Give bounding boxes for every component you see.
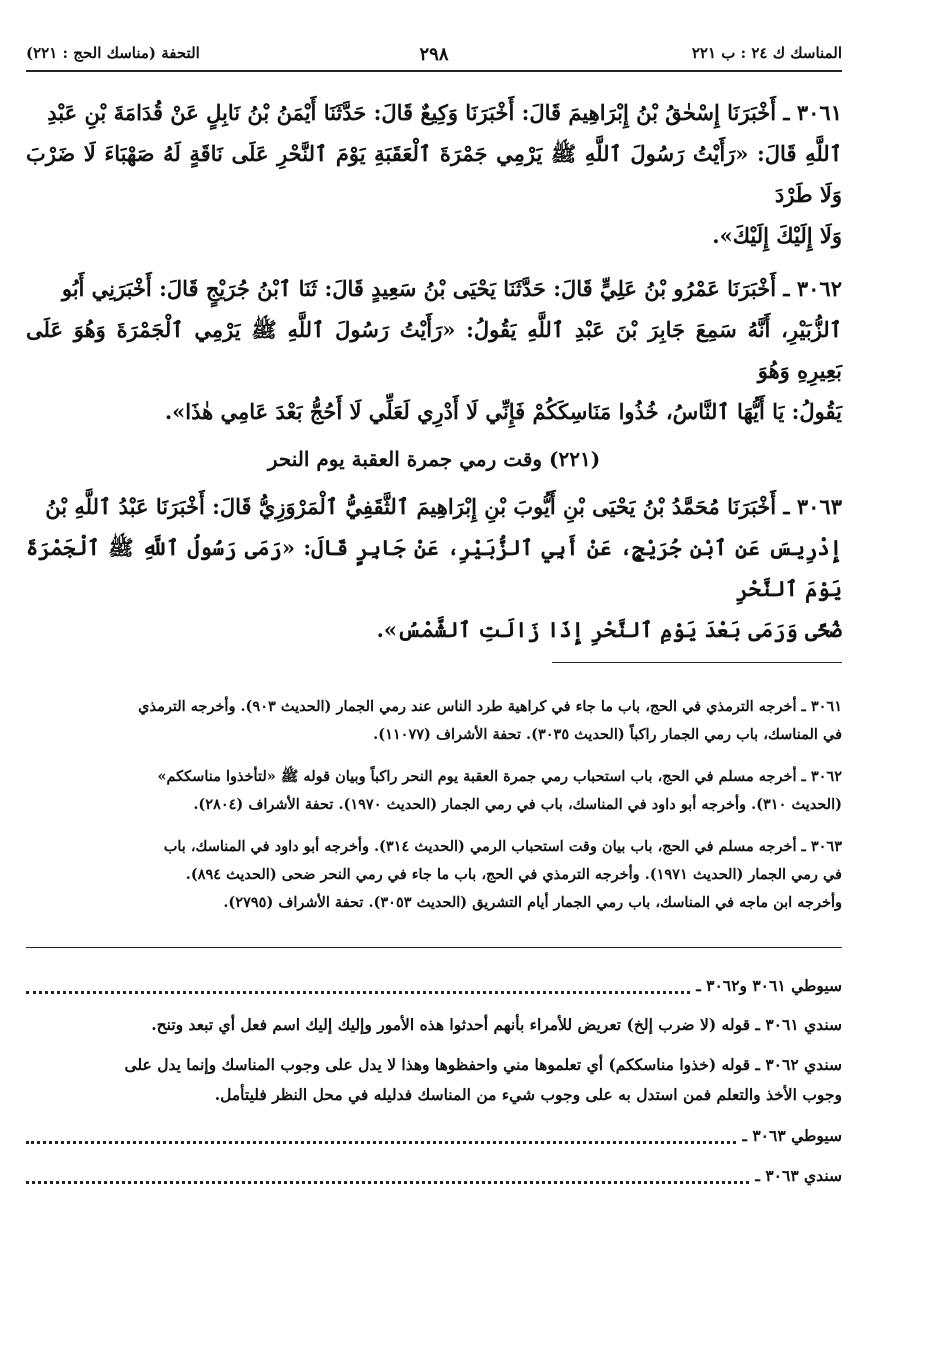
page [26, 34, 842, 1200]
chapter-heading: (٢٢١) وقت رمي جمرة العقبة يوم النحر [267, 447, 601, 471]
sindi-3063 [26, 1160, 842, 1190]
footnote-line: ٣٠٦٣ ـ أخرجه مسلم في الحج، باب بيان وقت استحباب الرمي (الحديث ٣١٤). وأخرجه أبو داود في المناسك، باب [163, 838, 842, 855]
hadith-line: ٣٠٦١ ـ أَخْبَرَنَا إِسْحٰقُ بْنُ إِبْرَاهِيمَ قَالَ: أَخْبَرَنَا وَكِيعٌ قَالَ: حَدَّثَنَا أَيْمَنُ بْنُ نَابِلٍ عَنْ قُدَامَةَ بْنِ عَبْدِ [47, 100, 842, 125]
sindi-3062 [26, 1050, 842, 1110]
commentary-line: سندي ٣٠٦٢ ـ قوله (خذوا مناسككم) أي تعلموها مني واحفظوها وهذا لا يدل على وجوب المناسك وإنما يدل على [124, 1055, 842, 1074]
footnote-separator [552, 662, 842, 663]
hadith-line: ٣٠٦٢ ـ أَخْبَرَنَا عَمْرُو بْنُ عَلِيٍّ قَالَ: حَدَّثَنَا يَحْيَى بْنُ سَعِيدٍ قَالَ: ثَنَا ٱبْنُ جُرَيْجٍ قَالَ: أَخْبَرَنِي أَبُو [61, 276, 842, 301]
page-number: ٢٩٨ [419, 44, 449, 65]
hadith-3061 [26, 92, 842, 256]
hadith-line: وَلَا إِلَيْكَ إِلَيْكَ». [712, 223, 842, 248]
hadith-3062 [26, 268, 842, 432]
footnote-line: في رمي الجمار (الحديث ١٩٧١). وأخرجه الترمذي في الحج، باب ما جاء في رمي النحر ضحى (الحديث ٨٩٤). [185, 866, 842, 883]
sindi-3061 [26, 1010, 842, 1040]
suyuti-3061-3062 [26, 970, 842, 1000]
footnote-line: وأخرجه ابن ماجه في المناسك، باب رمي الجمار أيام التشريق (الحديث ٣٠٥٣). تحفة الأشراف (٢٧٩٥). [223, 894, 842, 911]
header-tuhfa-reference: التحفة (مناسك الحج : ٢٢١) [26, 44, 200, 62]
footnote-line: في المناسك، باب رمي الجمار راكباً (الحديث ٣٠٣٥). تحفة الأشراف (١١٠٧٧). [373, 726, 842, 743]
footnote-line: ٣٠٦١ ـ أخرجه الترمذي في الحج، باب ما جاء في كراهية طرد الناس عند رمي الجمار (الحديث ٩٠٣). وأخرجه الترمذي [138, 698, 842, 715]
hadith-line: إِدْرِيسَ عَنِ ٱبْنِ جُرَيْجٍ، عَنْ أَبِي ٱلزُّبَيْرِ، عَنْ جَابِرٍ قَالَ: «رَمَى رَسُولُ ٱللَّهِ ﷺ ٱلْجَمْرَةَ يَوْمَ ٱلنَّحْرِ [26, 535, 842, 601]
commentary-line: سندي ٣٠٦١ ـ قوله (لا ضرب إلخ) تعريض للأمراء بأنهم أحدثوا هذه الأمور وإليك إليك اسم فعل أي تبعد وتنح. [151, 1015, 842, 1034]
footnote-line: (الحديث ٣١٠). وأخرجه أبو داود في المناسك، باب في رمي الجمار (الحديث ١٩٧٠). تحفة الأشراف (٢٨٠٤). [193, 796, 842, 813]
hadith-line: ٱلزُّبَيْرِ، أَنَّهُ سَمِعَ جَابِرَ بْنَ عَبْدِ ٱللَّهِ يَقُولُ: «رَأَيْتُ رَسُولَ ٱللَّهِ ﷺ يَرْمِي ٱلْجَمْرَةَ وَهُوَ عَلَى بَعِيرِهِ وَهُوَ [26, 317, 842, 383]
dotted-leader [26, 1127, 736, 1144]
footnote-3063 [26, 833, 842, 917]
footnotes [26, 693, 842, 917]
commentary-label: سيوطي ٣٠٦١ و٣٠٦٢ ـ [696, 975, 842, 995]
commentary [26, 970, 842, 1190]
suyuti-3063 [26, 1120, 842, 1150]
hadith-line: ضُحًى وَرَمَى بَعْدَ يَوْمِ ٱلنَّحْرِ إِذَا زَالَتِ ٱلشَّمْسُ». [376, 617, 842, 642]
hadith-line: ٣٠٦٣ ـ أَخْبَرَنَا مُحَمَّدُ بْنُ يَحْيَى بْنِ أَيُّوبَ بْنِ إِبْرَاهِيمَ ٱلثَّقَفِيُّ ٱلْمَرْوَزِيُّ قَالَ: أَخْبَرَنَا عَبْدُ ٱللَّهِ بْنُ [45, 494, 842, 519]
hadith-3063 [26, 486, 842, 650]
footnote-3062 [26, 763, 842, 819]
running-header [26, 34, 842, 70]
commentary-line: وجوب الأخذ والتعلم فمن استدل به على وجوب شيء من المناسك فدليله في محل النظر فليتأمل. [214, 1085, 842, 1104]
dotted-leader [26, 977, 690, 994]
hadith-line: ٱللَّهِ قَالَ: «رَأَيْتُ رَسُولَ ٱللَّهِ ﷺ يَرْمِي جَمْرَةَ ٱلْعَقَبَةِ يَوْمَ ٱلنَّحْرِ عَلَى نَاقَةٍ لَهُ صَهْبَاءَ لَا ضَرْبَ وَلَا طَرْدَ [26, 141, 842, 207]
dotted-leader [26, 1167, 749, 1184]
commentary-separator [26, 947, 842, 948]
footnote-3061 [26, 693, 842, 749]
footnote-line: ٣٠٦٢ ـ أخرجه مسلم في الحج، باب استحباب رمي جمرة العقبة يوم النحر راكباً وبيان قوله ﷺ «لتأخذوا مناسككم» [157, 768, 842, 785]
commentary-label: سندي ٣٠٦٣ ـ [755, 1165, 842, 1185]
header-book-reference: المناسك ك ٢٤ : ب ٢٢١ [691, 44, 842, 62]
commentary-label: سيوطي ٣٠٦٣ ـ [742, 1125, 842, 1145]
main-text [26, 72, 842, 650]
hadith-line: يَقُولُ: يَا أَيُّهَا ٱلنَّاسُ، خُذُوا مَنَاسِكَكُمْ فَإِنِّي لَا أَدْرِي لَعَلِّي لَا أَحُجُّ بَعْدَ عَامِي هٰذَا». [164, 399, 842, 424]
